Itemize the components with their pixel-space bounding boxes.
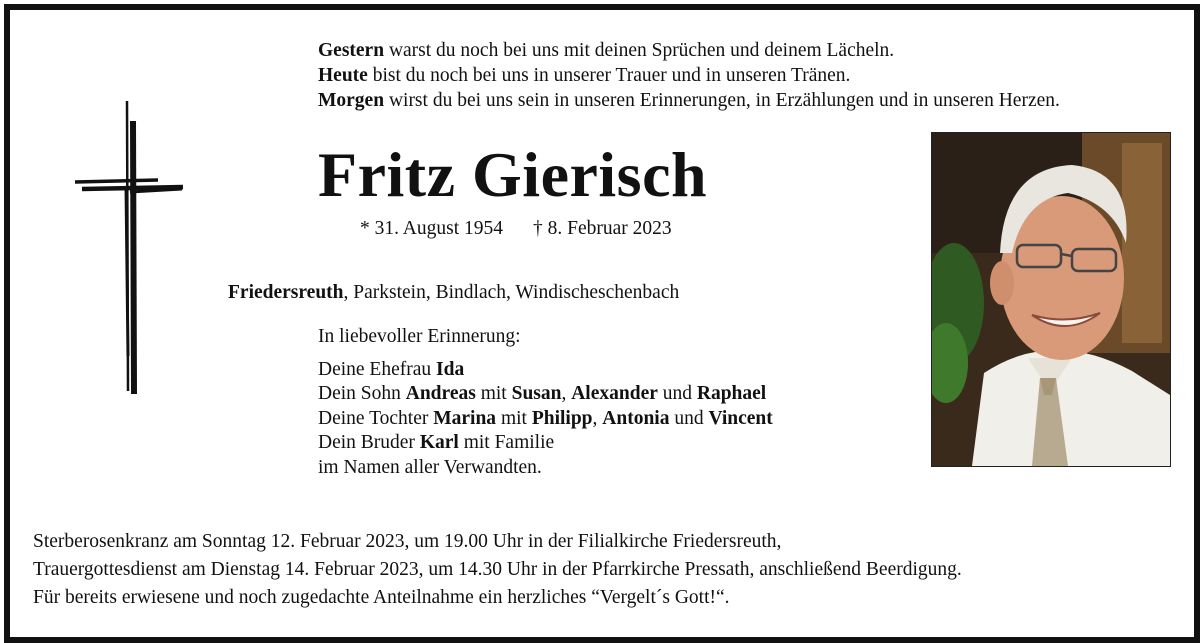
family-line-daughter: Deine Tochter Marina mit Philipp, Antonia und Vincent: [318, 407, 773, 429]
portrait-photo: [931, 132, 1171, 467]
places-line: Friedersreuth, Parkstein, Bindlach, Windischeschenbach: [228, 282, 680, 303]
notice-thanks: Für bereits erwiesene und noch zugedachte Anteilnahme ein herzliches “Vergelt´s Gott!“.: [33, 587, 730, 608]
family-intro: In liebevoller Erinnerung:: [318, 326, 521, 347]
life-dates: [360, 218, 672, 240]
poem-line-2: Heute bist du noch bei uns in unserer Trauer und in unseren Tränen.: [318, 65, 851, 86]
notice-rosary: Sterberosenkranz am Sonntag 12. Februar 2023, um 19.00 Uhr in der Filialkirche Friedersreuth,: [33, 531, 782, 552]
portrait-illustration: [932, 133, 1170, 466]
family-block: [318, 325, 773, 480]
cross-icon: [70, 96, 190, 396]
service-notices: [33, 528, 962, 612]
family-line-wife: Deine Ehefrau Ida: [318, 358, 465, 380]
poem-line-1: Gestern warst du noch bei uns mit deinen Sprüchen und deinem Lächeln.: [318, 40, 895, 61]
family-line-son: Dein Sohn Andreas mit Susan, Alexander und Raphael: [318, 383, 767, 404]
place-home: Friedersreuth: [228, 282, 344, 303]
poem: [318, 38, 1060, 113]
death-date: † 8. Februar 2023: [533, 218, 672, 239]
notice-funeral-service: Trauergottesdienst am Dienstag 14. Februar 2023, um 14.30 Uhr in der Pfarrkirche Pressath, anschließend Beerdigung.: [33, 559, 962, 580]
family-line-brother: Dein Bruder Karl mit Familie: [318, 432, 555, 453]
family-closing: im Namen aller Verwandten.: [318, 456, 542, 478]
deceased-name: Fritz Gierisch: [318, 139, 708, 210]
birth-date: * 31. August 1954: [360, 218, 504, 239]
poem-line-3: Morgen wirst du bei uns sein in unseren Erinnerungen, in Erzählungen und in unseren Herzen.: [318, 90, 1060, 111]
